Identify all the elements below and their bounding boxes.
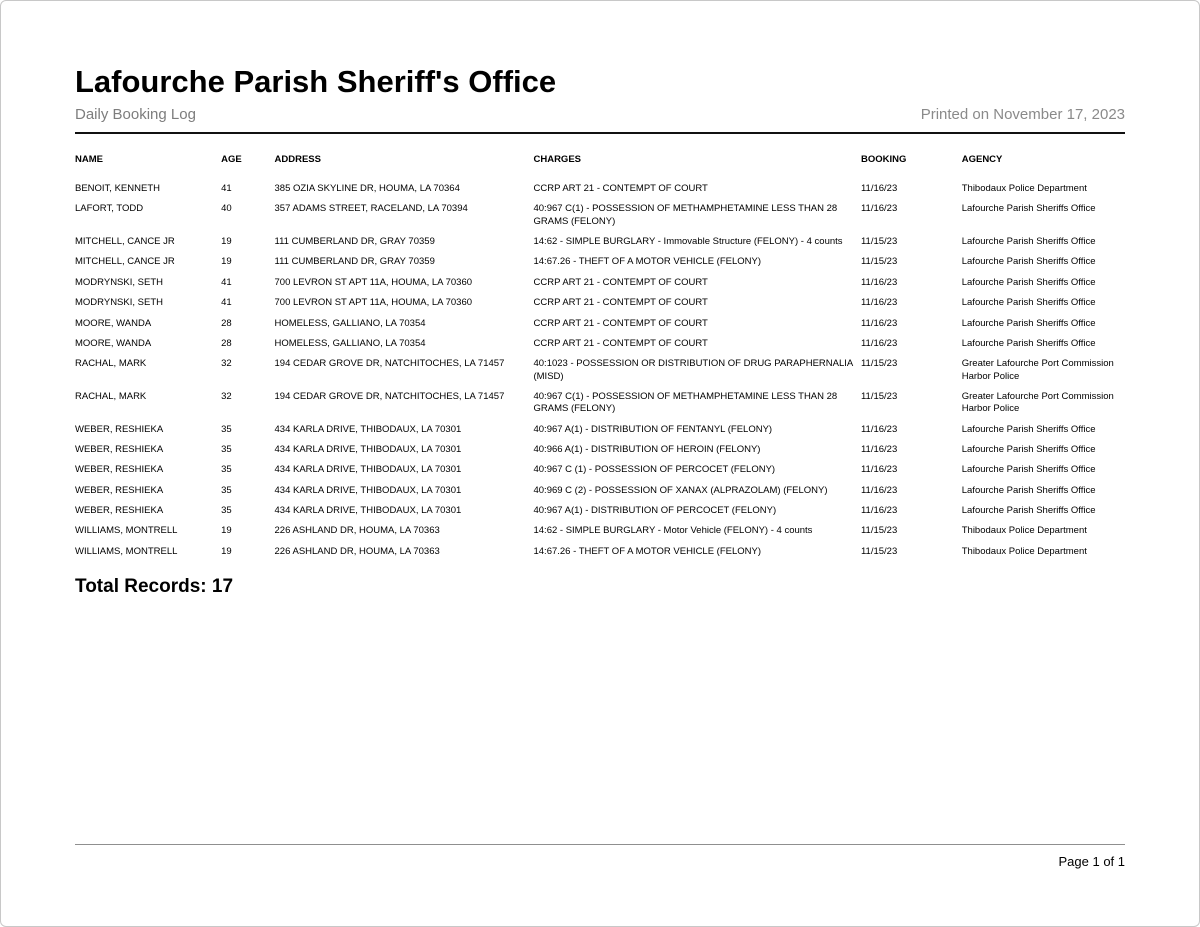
- cell-age: 19: [221, 525, 232, 537]
- table-row: [75, 501, 1125, 521]
- cell-name: WEBER, RESHIEKA: [75, 443, 164, 455]
- cell-name: MODRYNSKI, SETH: [75, 297, 163, 309]
- cell-name: WILLIAMS, MONTRELL: [75, 545, 178, 557]
- cell-booking: 11/16/23: [860, 484, 898, 496]
- cell-agency: Lafourche Parish Sheriffs Office: [961, 337, 1096, 349]
- cell-booking: 11/16/23: [860, 504, 898, 516]
- table-row: [75, 252, 1125, 272]
- cell-booking: 11/16/23: [860, 423, 898, 435]
- cell-name: RACHAL, MARK: [75, 390, 147, 402]
- cell-age: 19: [221, 236, 232, 248]
- cell-age: 40: [221, 203, 232, 215]
- cell-booking: 11/15/23: [860, 256, 898, 268]
- cell-booking: 11/16/23: [860, 443, 898, 455]
- cell-address: 434 KARLA DRIVE, THIBODAUX, LA 70301: [274, 443, 462, 455]
- cell-charges: 14:67.26 - THEFT OF A MOTOR VEHICLE (FELONY): [533, 545, 762, 557]
- cell-address: 194 CEDAR GROVE DR, NATCHITOCHES, LA 71457: [274, 390, 505, 402]
- total-records: Total Records: 17: [75, 575, 234, 597]
- cell-name: BENOIT, KENNETH: [75, 183, 160, 195]
- cell-agency: Lafourche Parish Sheriffs Office: [961, 443, 1096, 455]
- cell-address: HOMELESS, GALLIANO, LA 70354: [274, 337, 426, 349]
- cell-agency: Lafourche Parish Sheriffs Office: [961, 203, 1096, 215]
- table-row: [75, 387, 1125, 420]
- cell-name: WEBER, RESHIEKA: [75, 464, 164, 476]
- cell-address: 111 CUMBERLAND DR, GRAY 70359: [274, 236, 435, 248]
- cell-booking: 11/16/23: [860, 337, 898, 349]
- table-row: [75, 420, 1125, 440]
- cell-age: 41: [221, 183, 232, 195]
- cell-charges: CCRP ART 21 - CONTEMPT OF COURT: [533, 276, 708, 288]
- table-row: [75, 273, 1125, 293]
- cell-name: LAFORT, TODD: [75, 203, 144, 215]
- cell-booking: 11/15/23: [860, 358, 898, 370]
- table-row: [75, 232, 1125, 252]
- cell-age: 28: [221, 337, 232, 349]
- table-row: [75, 354, 1125, 387]
- table-body: [75, 179, 1125, 562]
- cell-charges: CCRP ART 21 - CONTEMPT OF COURT: [533, 297, 708, 309]
- cell-agency: Greater Lafourche Port Commission Harbor Police: [961, 390, 1114, 415]
- cell-booking: 11/15/23: [860, 236, 898, 248]
- column-header-address: ADDRESS: [274, 154, 321, 166]
- report-content: [1, 1, 1199, 598]
- cell-address: 434 KARLA DRIVE, THIBODAUX, LA 70301: [274, 423, 462, 435]
- cell-agency: Thibodaux Police Department: [961, 183, 1087, 195]
- table-header: [75, 146, 1125, 179]
- table-row: [75, 293, 1125, 313]
- cell-agency: Lafourche Parish Sheriffs Office: [961, 256, 1096, 268]
- cell-booking: 11/16/23: [860, 276, 898, 288]
- booking-table: [75, 146, 1125, 562]
- cell-charges: 40:1023 - POSSESSION OR DISTRIBUTION OF DRUG PARAPHERNALIA (MISD): [533, 358, 853, 382]
- cell-booking: 11/15/23: [860, 525, 898, 537]
- cell-booking: 11/16/23: [860, 203, 898, 215]
- cell-agency: Lafourche Parish Sheriffs Office: [961, 423, 1096, 435]
- column-header-charges: CHARGES: [533, 154, 581, 166]
- cell-name: RACHAL, MARK: [75, 358, 147, 370]
- cell-charges: 14:67.26 - THEFT OF A MOTOR VEHICLE (FELONY): [533, 256, 762, 268]
- table-row: [75, 179, 1125, 199]
- cell-charges: 40:967 A(1) - DISTRIBUTION OF PERCOCET (FELONY): [533, 504, 777, 516]
- cell-age: 19: [221, 545, 232, 557]
- cell-agency: Lafourche Parish Sheriffs Office: [961, 297, 1096, 309]
- cell-age: 32: [221, 358, 232, 370]
- cell-booking: 11/15/23: [860, 390, 898, 402]
- cell-address: 194 CEDAR GROVE DR, NATCHITOCHES, LA 71457: [274, 358, 505, 370]
- cell-address: 434 KARLA DRIVE, THIBODAUX, LA 70301: [274, 484, 462, 496]
- column-header-agency: AGENCY: [961, 154, 1003, 166]
- cell-agency: Lafourche Parish Sheriffs Office: [961, 464, 1096, 476]
- page-footer: [75, 844, 1125, 869]
- table-header-row: [75, 146, 1125, 179]
- cell-charges: 40:967 C (1) - POSSESSION OF PERCOCET (FELONY): [533, 464, 776, 476]
- cell-booking: 11/16/23: [860, 297, 898, 309]
- cell-address: 226 ASHLAND DR, HOUMA, LA 70363: [274, 545, 440, 557]
- cell-agency: Lafourche Parish Sheriffs Office: [961, 236, 1096, 248]
- report-subheader: [75, 106, 1125, 134]
- table-row: [75, 199, 1125, 232]
- cell-age: 32: [221, 390, 232, 402]
- table-row: [75, 521, 1125, 541]
- cell-charges: 40:967 C(1) - POSSESSION OF METHAMPHETAMINE LESS THAN 28 GRAMS (FELONY): [533, 390, 838, 415]
- cell-agency: Lafourche Parish Sheriffs Office: [961, 504, 1096, 516]
- cell-age: 35: [221, 484, 232, 496]
- table-row: [75, 334, 1125, 354]
- cell-age: 35: [221, 464, 232, 476]
- cell-address: 385 OZIA SKYLINE DR, HOUMA, LA 70364: [274, 183, 460, 195]
- cell-booking: 11/16/23: [860, 317, 898, 329]
- cell-charges: CCRP ART 21 - CONTEMPT OF COURT: [533, 337, 708, 349]
- cell-booking: 11/16/23: [860, 183, 898, 195]
- cell-age: 28: [221, 317, 232, 329]
- cell-address: 434 KARLA DRIVE, THIBODAUX, LA 70301: [274, 464, 462, 476]
- printed-date: Printed on November 17, 2023: [920, 106, 1125, 124]
- cell-name: WEBER, RESHIEKA: [75, 484, 164, 496]
- cell-address: 357 ADAMS STREET, RACELAND, LA 70394: [274, 203, 468, 215]
- cell-name: WILLIAMS, MONTRELL: [75, 525, 178, 537]
- cell-name: MOORE, WANDA: [75, 317, 152, 329]
- cell-age: 35: [221, 443, 232, 455]
- cell-age: 35: [221, 504, 232, 516]
- table-row: [75, 481, 1125, 501]
- cell-charges: 40:967 A(1) - DISTRIBUTION OF FENTANYL (FELONY): [533, 423, 773, 435]
- cell-address: HOMELESS, GALLIANO, LA 70354: [274, 317, 426, 329]
- cell-booking: 11/16/23: [860, 464, 898, 476]
- cell-agency: Thibodaux Police Department: [961, 525, 1087, 537]
- cell-agency: Lafourche Parish Sheriffs Office: [961, 276, 1096, 288]
- cell-address: 700 LEVRON ST APT 11A, HOUMA, LA 70360: [274, 276, 473, 288]
- page-title: Lafourche Parish Sheriff's Office: [75, 64, 557, 99]
- cell-charges: CCRP ART 21 - CONTEMPT OF COURT: [533, 183, 708, 195]
- cell-charges: 14:62 - SIMPLE BURGLARY - Immovable Structure (FELONY) - 4 counts: [533, 236, 843, 248]
- cell-address: 700 LEVRON ST APT 11A, HOUMA, LA 70360: [274, 297, 473, 309]
- cell-age: 19: [221, 256, 232, 268]
- cell-address: 226 ASHLAND DR, HOUMA, LA 70363: [274, 525, 440, 537]
- cell-booking: 11/15/23: [860, 545, 898, 557]
- cell-name: WEBER, RESHIEKA: [75, 423, 164, 435]
- cell-charges: 40:969 C (2) - POSSESSION OF XANAX (ALPRAZOLAM) (FELONY): [533, 484, 828, 496]
- cell-agency: Lafourche Parish Sheriffs Office: [961, 317, 1096, 329]
- cell-age: 41: [221, 297, 232, 309]
- cell-name: MITCHELL, CANCE JR: [75, 236, 175, 248]
- cell-agency: Thibodaux Police Department: [961, 545, 1087, 557]
- cell-age: 41: [221, 276, 232, 288]
- table-row: [75, 542, 1125, 562]
- report-subtitle: Daily Booking Log: [75, 106, 196, 124]
- cell-address: 111 CUMBERLAND DR, GRAY 70359: [274, 256, 435, 268]
- table-row: [75, 314, 1125, 334]
- column-header-name: NAME: [75, 154, 103, 166]
- cell-charges: 14:62 - SIMPLE BURGLARY - Motor Vehicle (FELONY) - 4 counts: [533, 525, 813, 537]
- cell-agency: Greater Lafourche Port Commission Harbor Police: [961, 358, 1114, 382]
- cell-name: WEBER, RESHIEKA: [75, 504, 164, 516]
- page-number: Page 1 of 1: [1058, 854, 1125, 869]
- column-header-age: AGE: [221, 154, 242, 166]
- cell-charges: 40:966 A(1) - DISTRIBUTION OF HEROIN (FELONY): [533, 443, 761, 455]
- table-row: [75, 460, 1125, 480]
- table-row: [75, 440, 1125, 460]
- cell-name: MODRYNSKI, SETH: [75, 276, 163, 288]
- cell-name: MITCHELL, CANCE JR: [75, 256, 175, 268]
- column-header-booking: BOOKING: [860, 154, 907, 166]
- cell-charges: CCRP ART 21 - CONTEMPT OF COURT: [533, 317, 708, 329]
- cell-name: MOORE, WANDA: [75, 337, 152, 349]
- cell-age: 35: [221, 423, 232, 435]
- cell-address: 434 KARLA DRIVE, THIBODAUX, LA 70301: [274, 504, 462, 516]
- cell-agency: Lafourche Parish Sheriffs Office: [961, 484, 1096, 496]
- cell-charges: 40:967 C(1) - POSSESSION OF METHAMPHETAMINE LESS THAN 28 GRAMS (FELONY): [533, 203, 838, 227]
